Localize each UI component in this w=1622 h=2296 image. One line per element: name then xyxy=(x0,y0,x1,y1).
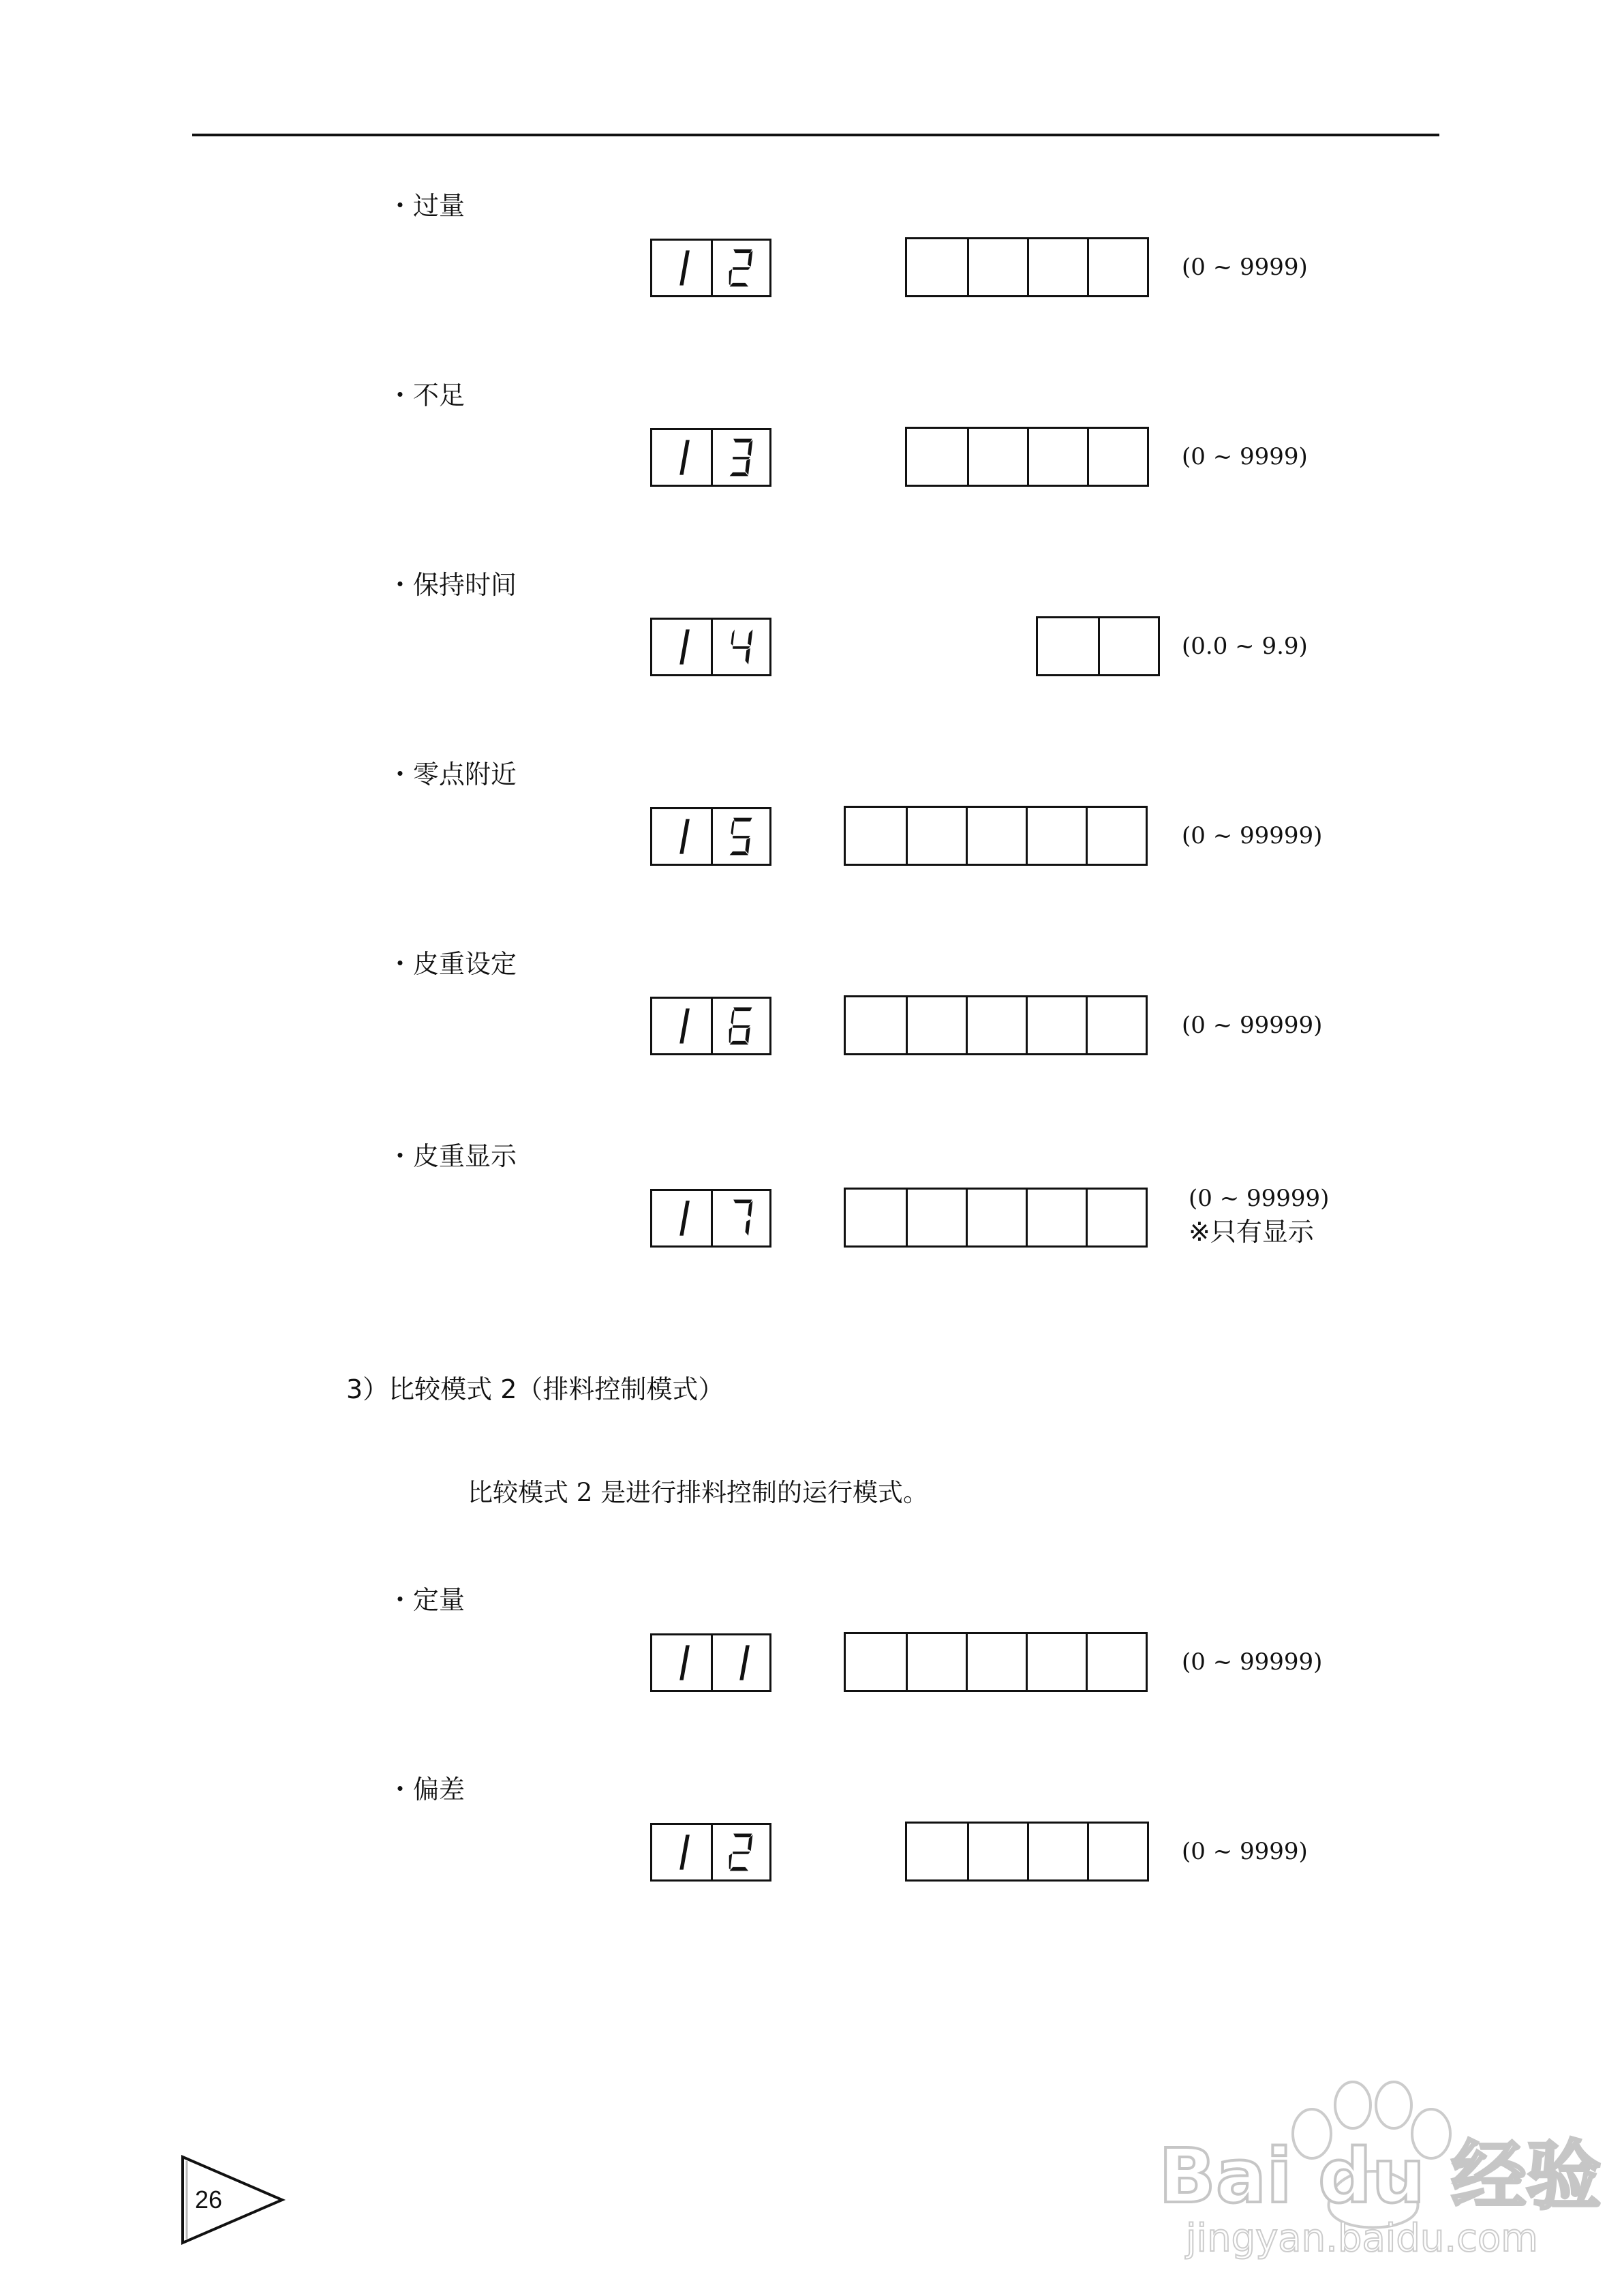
seven-segment-digit-icon xyxy=(667,813,696,860)
value-digit-cell[interactable] xyxy=(1086,808,1146,864)
code-digit xyxy=(711,809,769,864)
value-input-boxes[interactable] xyxy=(905,237,1149,297)
seven-segment-digit-icon xyxy=(727,1640,756,1686)
code-digit xyxy=(652,809,711,864)
value-digit-cell[interactable] xyxy=(967,239,1027,295)
range-text: (0 ~ 99999) xyxy=(1182,822,1323,849)
seven-segment-digit-icon xyxy=(667,434,696,481)
value-digit-cell[interactable] xyxy=(906,808,966,864)
value-digit-cell[interactable] xyxy=(1026,997,1086,1053)
seven-segment-digit-icon xyxy=(667,1195,696,1241)
code-digit xyxy=(711,241,769,295)
value-digit-cell[interactable] xyxy=(907,1824,967,1879)
value-input-boxes[interactable] xyxy=(1036,616,1160,676)
value-digit-cell[interactable] xyxy=(1098,618,1158,674)
value-input-boxes[interactable] xyxy=(905,427,1149,487)
value-digit-cell[interactable] xyxy=(1086,1190,1146,1245)
code-digit xyxy=(652,1191,711,1245)
code-digit xyxy=(711,430,769,485)
value-digit-cell[interactable] xyxy=(907,429,967,485)
seven-segment-digit-icon xyxy=(727,245,756,291)
value-digit-cell[interactable] xyxy=(1087,239,1147,295)
value-input-boxes[interactable] xyxy=(844,806,1148,866)
param-code-display xyxy=(650,1189,771,1248)
code-digit xyxy=(711,999,769,1053)
param-code-display xyxy=(650,618,771,676)
seven-segment-digit-icon xyxy=(727,1829,756,1875)
code-digit xyxy=(652,241,711,295)
code-digit xyxy=(711,1825,769,1879)
code-digit xyxy=(711,1635,769,1690)
page-number: 26 xyxy=(195,2186,223,2214)
seven-segment-digit-icon xyxy=(667,1003,696,1049)
param-code-display xyxy=(650,239,771,297)
range-text: (0 ~ 99999) xyxy=(1182,1012,1323,1039)
param-label: ・偏差 xyxy=(387,1774,465,1804)
value-digit-cell[interactable] xyxy=(1086,1634,1146,1690)
value-input-boxes[interactable] xyxy=(844,1188,1148,1248)
value-digit-cell[interactable] xyxy=(846,1634,906,1690)
value-digit-cell[interactable] xyxy=(1026,1190,1086,1245)
value-digit-cell[interactable] xyxy=(846,1190,906,1245)
param-label: ・不足 xyxy=(387,380,465,410)
section-heading: 3）比较模式 2（排料控制模式） xyxy=(346,1374,724,1404)
param-label: ・定量 xyxy=(387,1585,465,1615)
value-input-boxes[interactable] xyxy=(905,1822,1149,1882)
top-rule xyxy=(192,134,1439,136)
seven-segment-digit-icon xyxy=(727,1195,756,1241)
code-digit xyxy=(652,999,711,1053)
seven-segment-digit-icon xyxy=(667,624,696,670)
value-digit-cell[interactable] xyxy=(1027,239,1087,295)
value-input-boxes[interactable] xyxy=(844,995,1148,1055)
value-digit-cell[interactable] xyxy=(1027,1824,1087,1879)
value-digit-cell[interactable] xyxy=(967,1824,1027,1879)
value-digit-cell[interactable] xyxy=(1038,618,1098,674)
code-digit xyxy=(711,620,769,674)
seven-segment-digit-icon xyxy=(667,1640,696,1686)
param-code-display xyxy=(650,1633,771,1692)
param-code-display xyxy=(650,428,771,487)
value-digit-cell[interactable] xyxy=(966,1190,1026,1245)
value-digit-cell[interactable] xyxy=(907,239,967,295)
param-label: ・零点附近 xyxy=(387,759,517,789)
range-text: (0 ~ 9999) xyxy=(1182,443,1308,470)
code-digit xyxy=(652,620,711,674)
value-input-boxes[interactable] xyxy=(844,1632,1148,1692)
value-digit-cell[interactable] xyxy=(1026,1634,1086,1690)
value-digit-cell[interactable] xyxy=(966,808,1026,864)
range-text: (0 ~ 9999) xyxy=(1182,254,1308,281)
param-code-display xyxy=(650,997,771,1055)
seven-segment-digit-icon xyxy=(727,434,756,481)
seven-segment-digit-icon xyxy=(667,245,696,291)
value-digit-cell[interactable] xyxy=(966,1634,1026,1690)
watermark-brand: Bai du 经验 xyxy=(1159,2132,1602,2220)
value-digit-cell[interactable] xyxy=(967,429,1027,485)
value-digit-cell[interactable] xyxy=(906,1634,966,1690)
value-digit-cell[interactable] xyxy=(1027,429,1087,485)
code-digit xyxy=(652,1825,711,1879)
value-digit-cell[interactable] xyxy=(966,997,1026,1053)
value-digit-cell[interactable] xyxy=(1087,1824,1147,1879)
param-label: ・皮重显示 xyxy=(387,1141,517,1171)
seven-segment-digit-icon xyxy=(727,813,756,860)
section-description: 比较模式 2 是进行排料控制的运行模式。 xyxy=(468,1478,929,1507)
param-code-display xyxy=(650,1823,771,1882)
param-label: ・保持时间 xyxy=(387,570,517,600)
value-digit-cell[interactable] xyxy=(906,997,966,1053)
seven-segment-digit-icon xyxy=(727,1003,756,1049)
value-digit-cell[interactable] xyxy=(846,997,906,1053)
range-text: (0 ~ 99999) xyxy=(1189,1185,1330,1212)
value-digit-cell[interactable] xyxy=(1087,429,1147,485)
param-label: ・过量 xyxy=(387,191,465,221)
value-digit-cell[interactable] xyxy=(1026,808,1086,864)
value-digit-cell[interactable] xyxy=(1086,997,1146,1053)
display-only-note: ※只有显示 xyxy=(1189,1217,1314,1247)
value-digit-cell[interactable] xyxy=(906,1190,966,1245)
param-label: ・皮重设定 xyxy=(387,949,517,979)
seven-segment-digit-icon xyxy=(727,624,756,670)
param-code-display xyxy=(650,807,771,866)
value-digit-cell[interactable] xyxy=(846,808,906,864)
baidu-watermark-logo xyxy=(1159,2066,1602,2263)
code-digit xyxy=(652,1635,711,1690)
range-text: (0.0 ~ 9.9) xyxy=(1182,633,1308,660)
watermark-url: jingyan.baidu.com xyxy=(1186,2216,1538,2261)
code-digit xyxy=(711,1191,769,1245)
range-text: (0 ~ 99999) xyxy=(1182,1648,1323,1676)
seven-segment-digit-icon xyxy=(667,1829,696,1875)
range-text: (0 ~ 9999) xyxy=(1182,1838,1308,1865)
code-digit xyxy=(652,430,711,485)
